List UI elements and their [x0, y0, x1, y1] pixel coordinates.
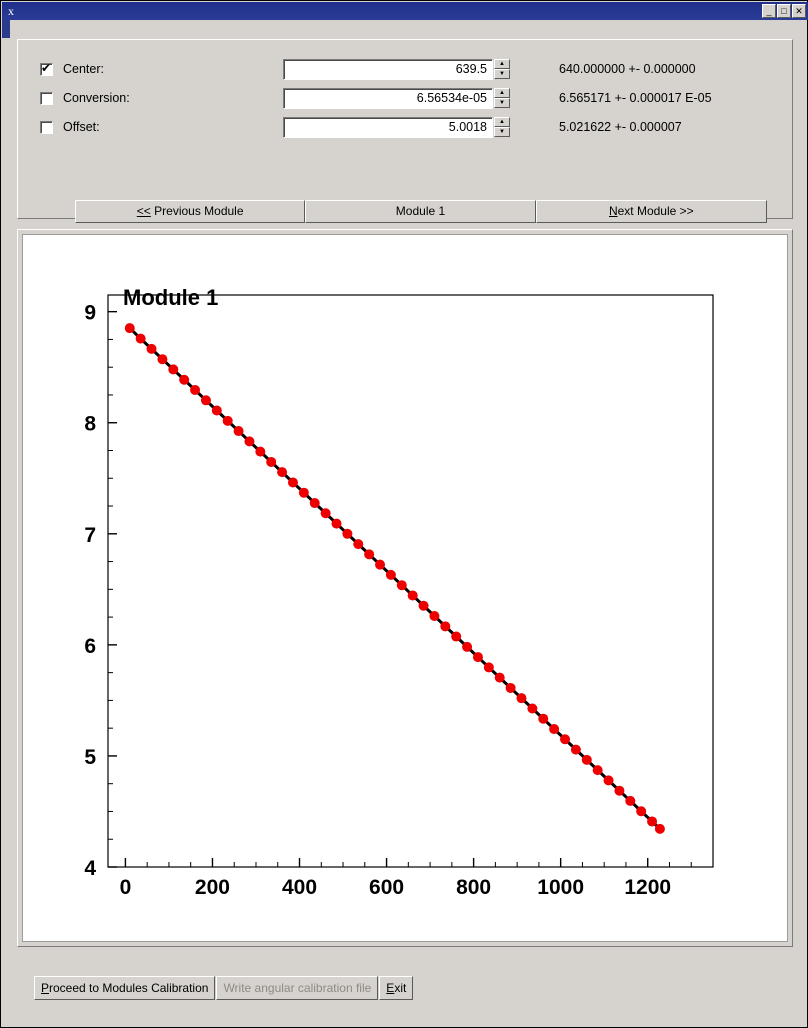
current-module-button[interactable]: Module 1	[305, 200, 535, 223]
exit-button[interactable]	[379, 976, 413, 1000]
minimize-button[interactable]: _	[762, 4, 776, 18]
center-label: Center:	[63, 62, 104, 76]
center-checkbox[interactable]	[40, 63, 53, 76]
svg-text:1200: 1200	[624, 876, 672, 899]
svg-text:9: 9	[84, 301, 96, 325]
next-module-button[interactable]	[536, 200, 767, 223]
previous-module-label: Previous Module	[150, 204, 244, 218]
svg-text:800: 800	[456, 876, 492, 899]
exit-accel: E	[386, 981, 395, 995]
next-module-accel: N	[608, 204, 618, 218]
previous-module-button[interactable]	[75, 200, 305, 223]
exit-label: xit	[394, 981, 407, 995]
x-icon: x	[8, 4, 14, 18]
parameter-row-center	[40, 58, 782, 80]
conversion-spinner[interactable]	[494, 88, 510, 109]
svg-text:8: 8	[84, 412, 96, 436]
offset-spinner-up[interactable]: ▲	[494, 117, 510, 127]
calibration-plot	[23, 235, 788, 942]
bottom-button-row	[34, 976, 413, 1000]
center-field-wrap	[283, 59, 511, 80]
write-label: Write angular calibration file	[223, 981, 372, 995]
plot-panel	[17, 229, 793, 947]
svg-text:400: 400	[281, 876, 318, 899]
offset-spinner[interactable]	[494, 117, 510, 138]
svg-text:0: 0	[119, 876, 132, 899]
parameter-row-offset	[40, 116, 782, 138]
titlebar-left-strip	[2, 20, 10, 38]
plot-canvas[interactable]	[22, 234, 788, 942]
center-spinner-up[interactable]: ▲	[494, 59, 510, 69]
conversion-field-wrap	[283, 88, 511, 109]
previous-module-accel: <<	[136, 204, 151, 218]
proceed-to-modules-calibration-button[interactable]	[34, 976, 215, 1000]
svg-text:6: 6	[84, 634, 96, 658]
write-angular-calibration-file-button	[216, 976, 378, 1000]
svg-text:600: 600	[369, 876, 405, 899]
window-titlebar	[2, 2, 808, 20]
offset-checkbox[interactable]	[40, 121, 53, 134]
window-controls	[762, 4, 806, 18]
center-result: 640.000000 +- 0.000000	[559, 62, 696, 76]
offset-result: 5.021622 +- 0.000007	[559, 120, 682, 134]
center-spinner[interactable]	[494, 59, 510, 80]
parameter-row-conversion	[40, 87, 782, 109]
next-module-label: ext Module >>	[617, 204, 694, 218]
plot-title: Module 1	[123, 285, 219, 310]
svg-text:1000: 1000	[537, 876, 585, 899]
parameters-panel	[17, 39, 793, 219]
offset-input[interactable]: 5.0018	[283, 117, 493, 138]
conversion-spinner-up[interactable]: ▲	[494, 88, 510, 98]
svg-text:5: 5	[84, 745, 96, 769]
proceed-accel: P	[41, 981, 50, 995]
svg-text:200: 200	[194, 876, 230, 899]
svg-text:4: 4	[84, 857, 96, 880]
module-navigation	[75, 200, 767, 223]
center-input[interactable]: 639.5	[283, 59, 493, 80]
proceed-label: roceed to Modules Calibration	[49, 981, 209, 995]
maximize-button[interactable]: □	[777, 4, 791, 18]
offset-field-wrap	[283, 117, 511, 138]
conversion-input[interactable]: 6.56534e-05	[283, 88, 493, 109]
conversion-spinner-down[interactable]: ▼	[494, 98, 510, 108]
offset-spinner-down[interactable]: ▼	[494, 127, 510, 137]
center-spinner-down[interactable]: ▼	[494, 69, 510, 79]
conversion-checkbox[interactable]	[40, 92, 53, 105]
svg-text:7: 7	[84, 523, 96, 547]
conversion-label: Conversion:	[63, 91, 130, 105]
close-button[interactable]: ✕	[792, 4, 806, 18]
offset-label: Offset:	[63, 120, 100, 134]
conversion-result: 6.565171 +- 0.000017 E-05	[559, 91, 712, 105]
